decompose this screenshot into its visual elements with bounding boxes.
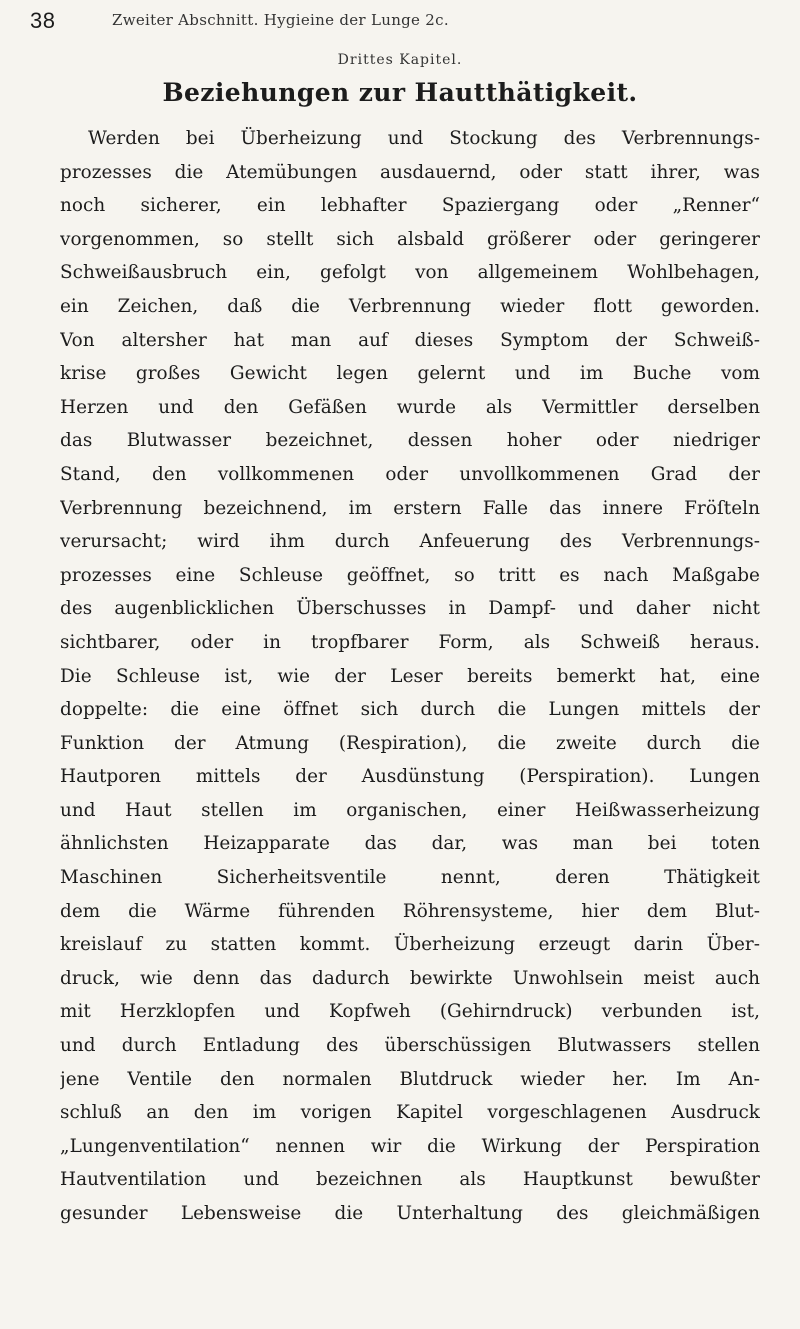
page-number: 38 xyxy=(30,8,56,33)
text-line: Von altersher hat man auf dieses Symptom der Schweiß- xyxy=(60,329,760,351)
text-line: Verbrennung bezeichnend, im erstern Falle das innere Fröſteln xyxy=(60,497,760,519)
text-line: verursacht; wird ihm durch Anfeuerung des Verbrennungs- xyxy=(60,531,760,553)
text-line: krise großes Gewicht legen gelernt und im Buche vom xyxy=(60,363,760,385)
text-line: „Lungenventilation“ nennen wir die Wirkung der Perspiration xyxy=(60,1135,760,1157)
running-title: Zweiter Abschnitt. Hygieine der Lunge 2c. xyxy=(112,11,449,29)
text-line: das Blutwasser bezeichnet, dessen hoher oder niedriger xyxy=(60,430,760,452)
text-line: ähnlichsten Heizapparate das dar, was man bei toten xyxy=(60,833,760,855)
text-line: Hautventilation und bezeichnen als Hauptkunst bewußter xyxy=(60,1169,760,1191)
paragraph xyxy=(60,122,760,1231)
text-line: und durch Entladung des überschüssigen Blutwassers stellen xyxy=(60,1035,760,1057)
text-line: sichtbarer, oder in tropfbarer Form, als Schweiß heraus. xyxy=(60,631,760,653)
text-line: Die Schleuse ist, wie der Leser bereits bemerkt hat, eine xyxy=(60,665,760,687)
text-line: und Haut stellen im organischen, einer Heißwasserheizung xyxy=(60,799,760,821)
text-line: kreislauf zu statten kommt. Überheizung erzeugt darin Über- xyxy=(60,934,760,956)
text-line: Werden bei Überheizung und Stockung des Verbrennungs- xyxy=(88,128,760,149)
text-line: Funktion der Atmung (Respiration), die zweite durch die xyxy=(60,732,760,754)
text-line: Maschinen Sicherheitsventile nennt, deren Thätigkeit xyxy=(60,867,760,889)
text-line: doppelte: die eine öffnet sich durch die Lungen mittels der xyxy=(60,699,760,721)
chapter-heading: Drittes Kapitel. xyxy=(337,52,463,68)
text-line: vorgenommen, so stellt sich alsbald größerer oder geringerer xyxy=(60,228,760,250)
text-line: Herzen und den Gefäßen wurde als Vermittler derselben xyxy=(60,396,760,418)
text-line: Schweißausbruch ein, gefolgt von allgemeinem Wohlbehagen, xyxy=(60,262,760,284)
text-line: schluß an den im vorigen Kapitel vorgeschlagenen Ausdruck xyxy=(60,1102,760,1124)
text-line: gesunder Lebensweise die Unterhaltung des gleichmäßigen xyxy=(60,1203,760,1224)
text-line: jene Ventile den normalen Blutdruck wieder her. Im An- xyxy=(60,1068,760,1090)
text-line: des augenblicklichen Überschusses in Dampf- und daher nicht xyxy=(60,598,760,620)
running-header xyxy=(30,2,760,42)
text-line: prozesses die Atemübungen ausdauernd, oder statt ihrer, was xyxy=(60,161,760,183)
text-line: Hautporen mittels der Ausdünstung (Perspiration). Lungen xyxy=(60,766,760,788)
text-line: dem die Wärme führenden Röhrensysteme, hier dem Blut- xyxy=(60,900,760,922)
text-line: Stand, den vollkommenen oder unvollkommenen Grad der xyxy=(60,463,760,485)
text-line: noch sicherer, ein lebhafter Spaziergang oder „Renner“ xyxy=(60,195,760,217)
text-line: mit Herzklopfen und Kopfweh (Gehirndruck) verbunden ist, xyxy=(60,1001,760,1023)
text-line: druck, wie denn das dadurch bewirkte Unwohlsein meist auch xyxy=(60,967,760,989)
text-line: prozesses eine Schleuse geöffnet, so tritt es nach Maßgabe xyxy=(60,564,760,586)
text-line: ein Zeichen, daß die Verbrennung wieder flott geworden. xyxy=(60,295,760,317)
section-title: Beziehungen zur Hautthätigkeit. xyxy=(162,78,638,107)
